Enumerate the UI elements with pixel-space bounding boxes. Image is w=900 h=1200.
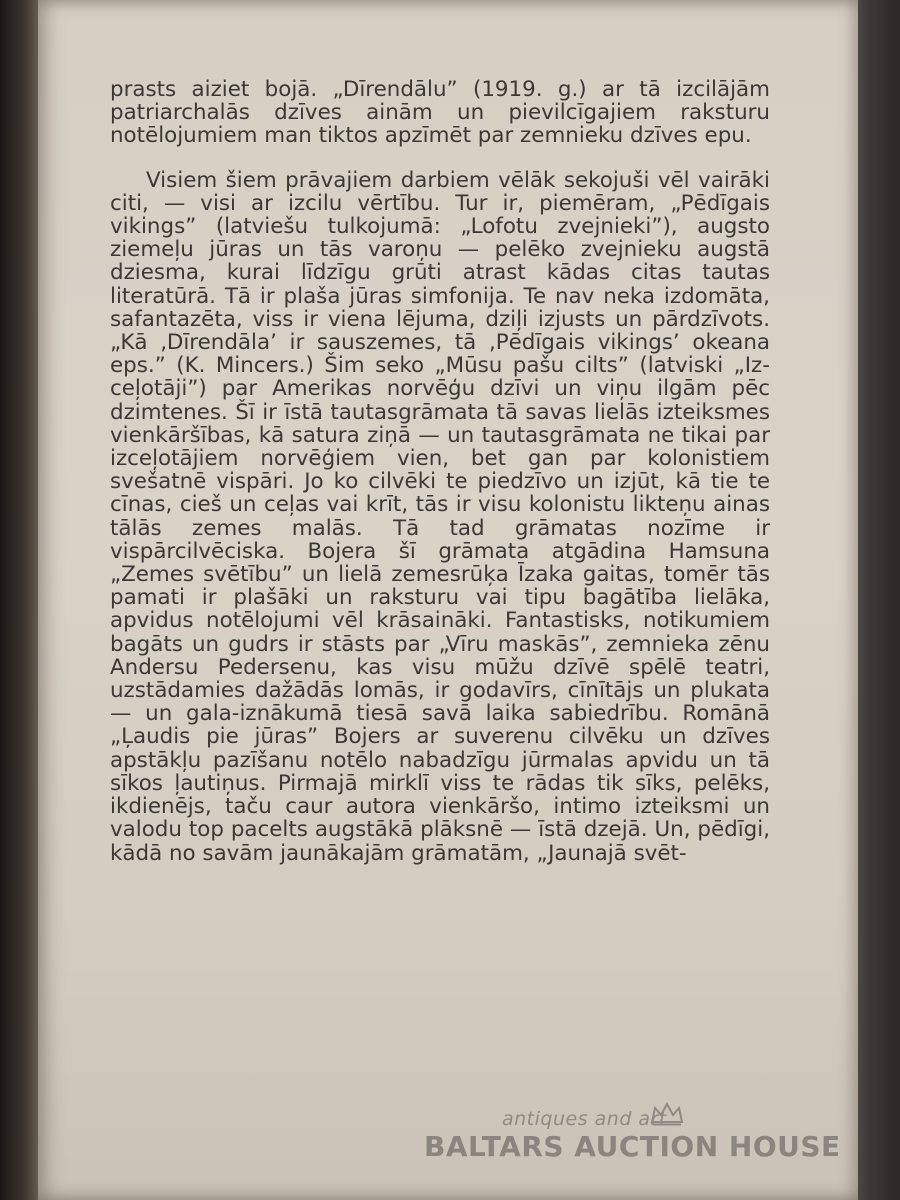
auction-watermark [0, 1100, 900, 1190]
paragraph-continued: prasts aiziet bojā. „Dīrendālu” (1919. g.) ar tā izcilājām patriarchalās dzīves ainām un pievilcīgajiem raksturu notēlojumiem man tiktos apzīmēt par zemnieku dzīves epu. [110, 77, 770, 149]
crown-icon [650, 1102, 684, 1126]
paragraph-main: Visiem šiem prāvajiem darbiem vēlāk sekojuši vēl vairāki citi, — visi ar izcilu vērtību. Tur ir, piemēram, „Pēdīgais vikings” (latviešu tulkojumā: „Lofotu zvejnieki”), augsto ziemeļu jūras un tās varoņu — pelēko zvejnieku augstā dziesma, kurai līdzīgu grūti atrast kādas citas tautas literatūrā. Tā ir plaša jūras simfonija. Te nav neka izdomāta, safantazēta, viss ir viena lējuma, dziļi izjusts un pārdzīvots. „Kā ‚Dīrendāla’ ir sauszemes, tā ‚Pēdīgais vikings’ okeana eps.” (K. Mincers.) Šim seko „Mūsu pašu cilts” (latviski „Izceļotāji”) par Amerikas norvēģu dzīvi un viņu ilgām pēc dzimtenes. Šī ir īstā tautasgrāmata tā savas lielās izteiksmes vienkāršības, kā satura ziņā — un tautasgrāmata ne tikai par izceļotājiem norvēģiem vien, bet gan par kolonistiem svešatnē vispāri. Jo ko cilvēki te piedzīvo un izjūt, kā tie te cīnas, cieš un ceļas vai krīt, tās ir visu kolonistu likteņu ainas tālās zemes malās. Tā tad grāmatas nozīme ir vispārcilvēciska. Bojera šī grāmata atgādina Hamsuna „Zemes svētību” un lielā zemesrūķa Īzaka gaitas, tomēr tās pamati ir plašāki un raksturu vai tipu bagātība lielāka, apvidus notēlojumi vēl krāsaināki. Fantastisks, notikumiem bagāts un gudrs ir stāsts par „Vīru maskās”, zemnieka zēnu Andersu Pedersenu, kas visu mūžu dzīvē spēlē teatri, uzstādamies dažādās lomās, ir godavīrs, cīnītājs un plukata — un gala-iznākumā tiesā savā laika sabiedrību. Romānā „Ļaudis pie jūras” Bojers ar suverenu cilvēku un dzīves apstākļu pazīšanu notēlo nabadzīgu jūrmalas apvidu un tā sīkos ļautiņus. Pirmajā mirklī viss te rādas tik sīks, pelēks, ikdienējs, taču caur autora vienkāršo, intimo izteiksmi un valodu top pacelts augstākā plāksnē — īstā dzejā. Un, pēdīgi, kādā no savām jaunākajām grāmatām, „Jaunajā svēt- [110, 167, 770, 866]
book-gutter-shadow [0, 0, 40, 1200]
page-text-block [110, 78, 770, 865]
watermark-tagline: antiques and art [502, 1108, 667, 1130]
watermark-name: BALTARS AUCTION HOUSE [424, 1130, 841, 1163]
